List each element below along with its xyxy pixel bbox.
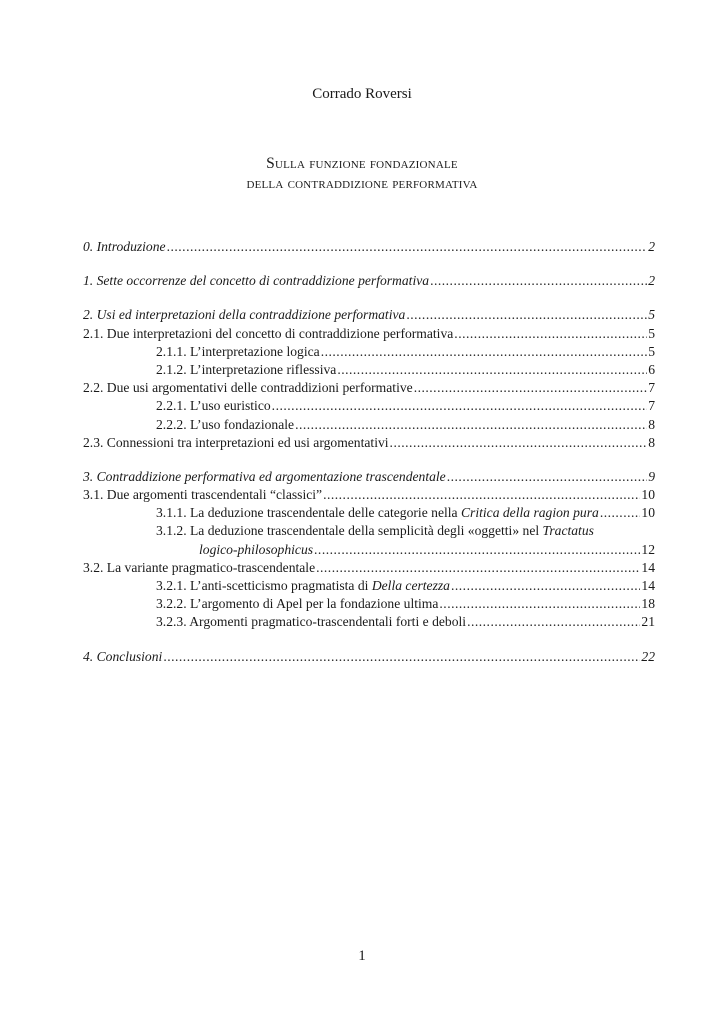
toc-entry[interactable] [83, 343, 655, 361]
toc-leader-dots [272, 397, 648, 415]
table-of-contents [83, 238, 655, 666]
toc-entry-label [199, 541, 313, 559]
toc-leader-dots [451, 577, 640, 595]
toc-leader-dots [447, 468, 647, 486]
toc-leader-dots [316, 559, 640, 577]
toc-entry-label [156, 577, 450, 595]
toc-entry-label: 2.2.2. L’uso fondazionale [156, 416, 295, 432]
toc-leader-dots [163, 648, 640, 666]
toc-entry-label: 2.2. Due usi argomentativi delle contraddizioni performative [83, 380, 413, 396]
toc-entry[interactable] [83, 379, 655, 397]
toc-entry[interactable] [83, 541, 655, 559]
toc-leader-dots [414, 379, 648, 397]
toc-entry-label-text: 3.2.1. L’anti-scetticismo pragmatista di [156, 578, 372, 593]
toc-entry-label: 3. Contraddizione performativa ed argomentazione trascendentale [83, 468, 446, 484]
toc-entry[interactable] [83, 397, 655, 415]
toc-entry-page: 10 [641, 487, 655, 503]
toc-entry-label: 4. Conclusioni [83, 648, 163, 664]
toc-entry-page: 6 [648, 361, 655, 377]
toc-entry-label: 3.1. Due argomenti trascendentali “classici” [83, 487, 323, 503]
toc-entry-page: 8 [648, 416, 655, 432]
toc-leader-dots [167, 238, 648, 256]
toc-entry-page: 5 [648, 325, 655, 341]
toc-entry-label-italic: logico-philosophicus [199, 541, 314, 557]
toc-entry-label-italic: Della certezza [371, 578, 450, 593]
toc-entry-label: 2.2.1. L’uso euristico [156, 398, 271, 414]
toc-entry-label: 1. Sette occorrenze del concetto di contraddizione performativa [83, 273, 430, 289]
toc-entry-page: 22 [641, 648, 655, 664]
toc-entry-label-text: 3.1.1. La deduzione trascendentale delle categorie nella [156, 505, 461, 521]
toc-entry-page: 12 [641, 541, 655, 557]
toc-entry-label [156, 522, 594, 540]
toc-leader-dots [314, 541, 640, 559]
toc-entry[interactable] [83, 272, 655, 290]
toc-leader-dots [323, 486, 640, 504]
toc-entry[interactable] [83, 648, 655, 666]
toc-entry-page: 8 [648, 434, 655, 450]
toc-entry-label: 2. Usi ed interpretazioni della contraddizione performativa [83, 307, 406, 323]
toc-entry-page: 2 [648, 239, 655, 254]
toc-entry[interactable] [83, 468, 655, 486]
toc-entry-page: 10 [641, 505, 655, 521]
toc-entry-label: 2.3. Connessioni tra interpretazioni ed usi argomentativi [83, 434, 389, 450]
page-number: 1 [358, 948, 366, 964]
toc-entry[interactable] [83, 486, 655, 504]
document-title-line-1: Sulla funzione fondazionale [266, 155, 458, 172]
toc-entry[interactable] [83, 613, 655, 631]
toc-entry-label: 3.2.2. L’argomento di Apel per la fondazione ultima [156, 596, 439, 612]
toc-entry[interactable] [83, 595, 655, 613]
toc-entry-page: 2 [648, 273, 655, 289]
toc-entry-page: 7 [648, 398, 655, 414]
toc-entry-label: 2.1.1. L’interpretazione logica [156, 343, 320, 359]
toc-entry-label: 3.2.3. Argomenti pragmatico-trascendentali forti e deboli [156, 614, 467, 630]
toc-entry-label-text: 3.1.2. La deduzione trascendentale della semplicità degli «oggetti» nel [156, 523, 543, 539]
toc-leader-dots [337, 361, 647, 379]
toc-entry-page: 14 [641, 578, 655, 593]
toc-entry-page: 5 [648, 307, 655, 323]
toc-entry-page: 7 [648, 380, 655, 396]
toc-entry-page: 9 [648, 468, 655, 484]
toc-entry-label-italic: Critica della ragion pura [460, 505, 599, 521]
toc-entry[interactable] [83, 416, 655, 434]
toc-entry-page: 18 [641, 596, 655, 612]
toc-entry[interactable] [83, 325, 655, 343]
toc-entry-page: 21 [641, 614, 655, 630]
toc-entry-label: 2.1. Due interpretazioni del concetto di contraddizione performativa [83, 325, 454, 341]
toc-entry[interactable] [83, 238, 655, 256]
author-name: Corrado Roversi [312, 86, 412, 102]
toc-entry-label: 2.1.2. L’interpretazione riflessiva [156, 361, 337, 377]
toc-leader-dots [439, 595, 640, 613]
toc-leader-dots [321, 343, 648, 361]
toc-entry[interactable] [83, 306, 655, 324]
toc-entry-label: 3.2. La variante pragmatico-trascendentale [83, 559, 316, 575]
toc-entry[interactable] [83, 522, 655, 540]
toc-leader-dots [600, 504, 641, 522]
toc-leader-dots [390, 434, 648, 452]
toc-entry-label-italic: Tractatus [542, 523, 594, 539]
toc-entry[interactable] [83, 434, 655, 452]
document-title-line-2: della contraddizione performativa [246, 175, 478, 192]
toc-leader-dots [295, 416, 647, 434]
toc-entry[interactable] [83, 504, 655, 522]
toc-entry-page: 5 [648, 343, 655, 359]
toc-leader-dots [406, 306, 647, 324]
toc-entry[interactable] [83, 559, 655, 577]
toc-entry-label [156, 504, 599, 522]
toc-entry[interactable] [83, 361, 655, 379]
toc-leader-dots [454, 325, 647, 343]
toc-entry-page: 14 [641, 559, 655, 575]
toc-leader-dots [430, 272, 647, 290]
toc-entry-label: 0. Introduzione [83, 239, 166, 254]
toc-entry[interactable] [83, 577, 655, 595]
toc-leader-dots [467, 613, 640, 631]
